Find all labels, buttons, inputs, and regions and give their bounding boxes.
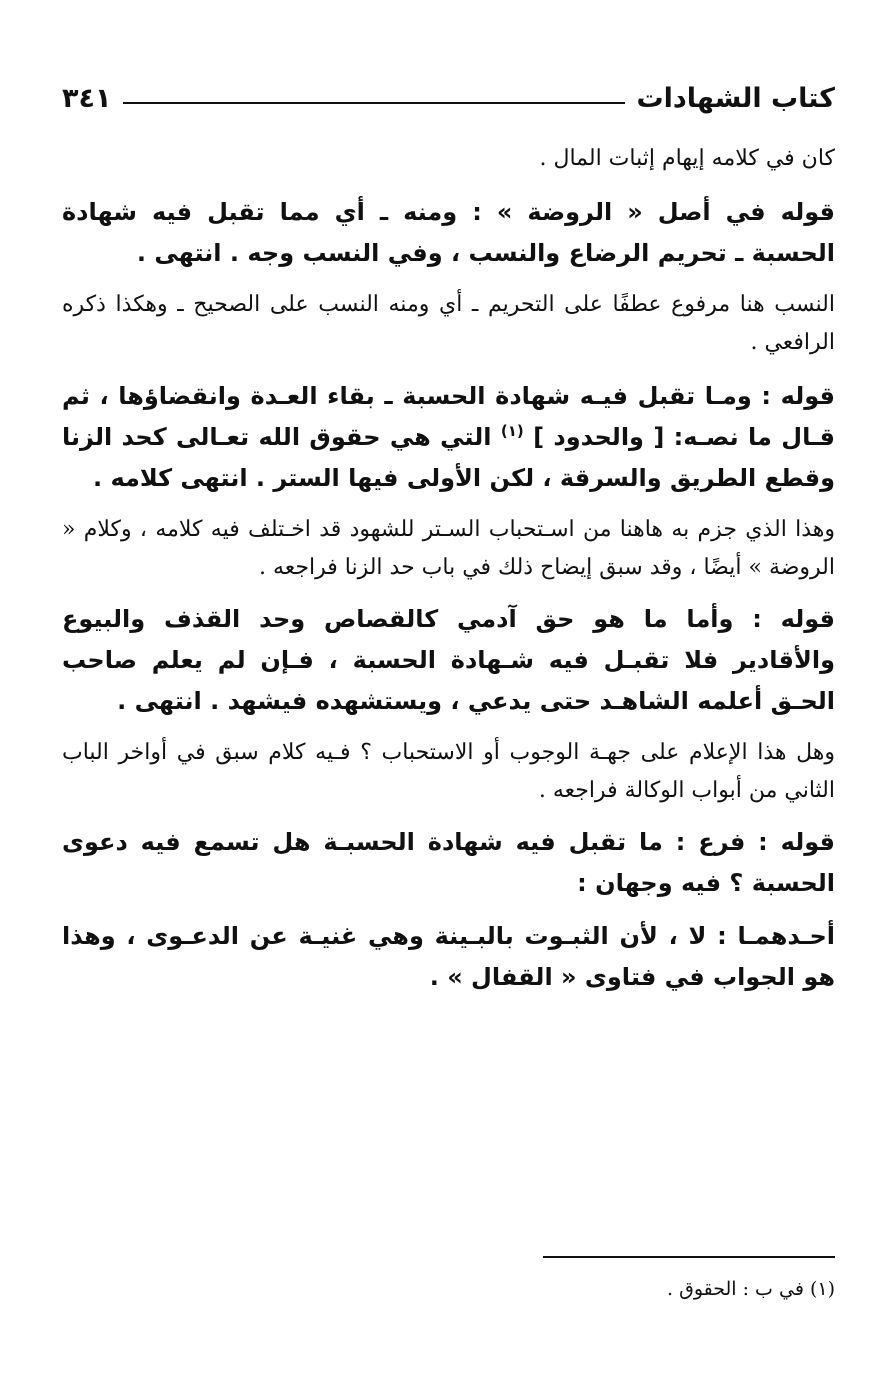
paragraph: كان في كلامه إيهام إثبات المال . <box>539 146 835 171</box>
quoted-paragraph <box>62 376 835 499</box>
quoted-paragraph: أحـدهمـا : لا ، لأن الثبـوت بالبـينة وهي غنيـة عن الدعـوى ، وهذا هو الجواب في فتاوى « القفال » . <box>62 922 835 991</box>
quoted-paragraph: قوله : فرع : ما تقبل فيه شهادة الحسبـة هل تسمع فيه دعوى الحسبة ؟ فيه وجهان : <box>62 828 835 897</box>
paragraph: النسب هنا مرفوع عطفًا على التحريم ـ أي ومنه النسب على الصحيح ـ وهكذا ذكره الرافعي . <box>62 292 835 355</box>
quote-text-after-note: التي هي حقوق الله تعـالى كحد الزنا وقطع الطريق والسرقة ، لكن الأولى فيها الستر . انتهى كلامه . <box>62 423 835 492</box>
quoted-paragraph: قوله : وأما ما هو حق آدمي كالقصاص وحد القذف والبيوع والأقادير فلا تقبـل فيه شـهادة الحسبة ، فـإن لم يعلم صاحب الحـق أعلمه الشاهـد حتى يدعي ، ويستشهده فيشهد . انتهى . <box>62 605 835 715</box>
footnote-marker: (١) <box>500 422 524 440</box>
paragraph: وهذا الذي جزم به هاهنا من اسـتحباب السـتر للشهود قد اخـتلف فيه كلامه ، وكلام « الروضة » أيضًا ، وقد سبق إيضاح ذلك في باب حد الزنا فراجعه . <box>62 517 835 580</box>
footnote-separator <box>543 1256 835 1258</box>
quoted-paragraph: قوله في أصل « الروضة » : ومنه ـ أي مما تقبل فيه شهادة الحسبة ـ تحريم الرضاع والنسب ، وفي النسب وجه . انتهى . <box>62 198 835 267</box>
footnote: (١) في ب : الحقوق . <box>667 1278 835 1300</box>
paragraph: وهل هذا الإعلام على جهـة الوجوب أو الاستحباب ؟ فـيه كلام سبق في أواخر الباب الثاني من أبواب الوكالة فراجعه . <box>62 740 835 803</box>
main-text <box>62 140 835 998</box>
quote-text-before-note: قوله : ومـا تقبل فيـه شهادة الحسبة ـ بقاء العـدة وانقضاؤها ، ثم قـال ما نصـه: [ والحدود ] <box>62 382 836 451</box>
page-number: ٣٤١ <box>62 82 112 114</box>
running-header <box>62 78 835 118</box>
chapter-title: كتاب الشهادات <box>636 82 835 114</box>
header-rule <box>123 102 624 104</box>
